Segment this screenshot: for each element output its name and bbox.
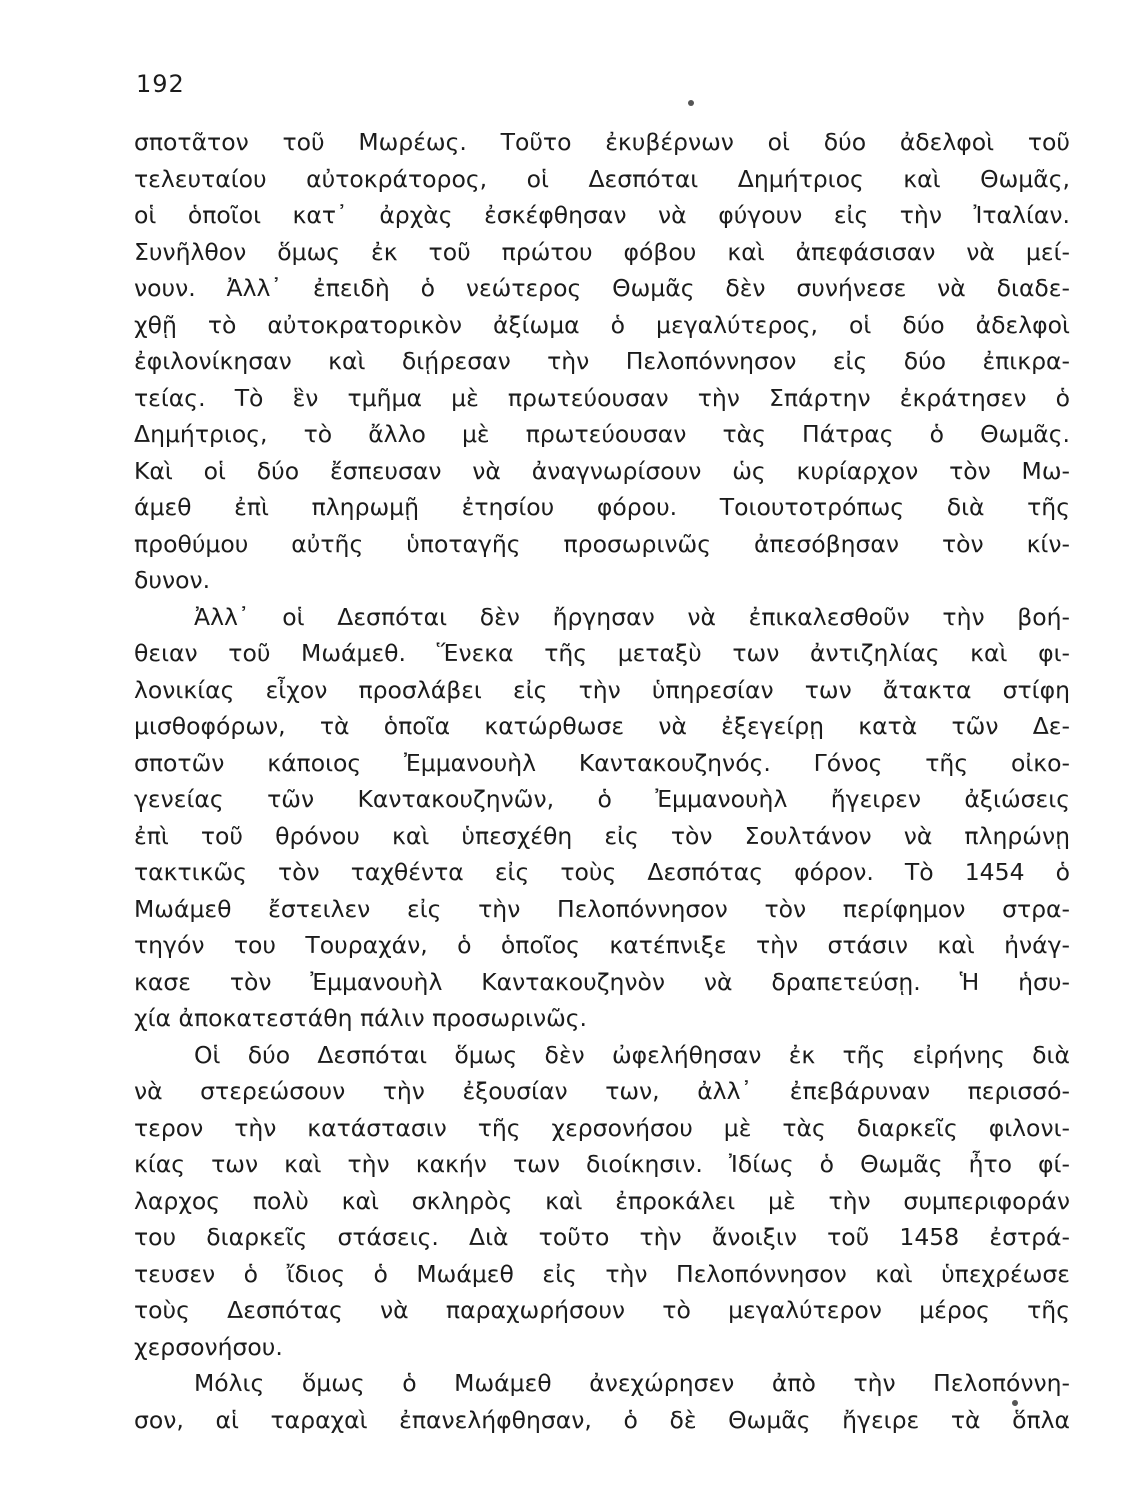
text-line: σποτᾶτον τοῦ Μωρέως. Τοῦτο ἐκυβέρνων οἱ δύο ἀδελφοὶ τοῦ xyxy=(134,128,1070,156)
text-line: προθύμου αὐτῆς ὑποταγῆς προσωρινῶς ἀπεσόβησαν τὸν κίν- xyxy=(134,529,1070,558)
text-line: οἱ ὁποῖοι κατ᾽ ἀρχὰς ἐσκέφθησαν νὰ φύγουν εἰς τὴν Ἰταλίαν. xyxy=(134,201,1070,229)
text-line: νὰ στερεώσουν τὴν ἐξουσίαν των, ἀλλ᾽ ἐπεβάρυναν περισσό- xyxy=(134,1077,1070,1105)
text-line: μισθοφόρων, τὰ ὁποῖα κατώρθωσε νὰ ἐξεγείρῃ κατὰ τῶν Δε- xyxy=(134,712,1070,740)
text-line: χία ἀποκατεστάθη πάλιν προσωρινῶς. xyxy=(134,1004,588,1032)
text-line: τοὺς Δεσπότας νὰ παραχωρήσουν τὸ μεγαλύτερον μέρος τῆς xyxy=(134,1296,1070,1324)
text-line: άμεθ ἐπὶ πληρωμῇ ἐτησίου φόρου. Τοιουτοτρόπως διὰ τῆς xyxy=(134,493,1070,521)
print-speck xyxy=(688,100,694,106)
text-line: δυνον. xyxy=(134,566,211,594)
text-line: τελευταίου αὐτοκράτορος, οἱ Δεσπόται Δημήτριος καὶ Θωμᾶς, xyxy=(134,164,1070,193)
text-line: τηγόν του Τουραχάν, ὁ ὁποῖος κατέπνιξε τὴν στάσιν καὶ ἠνάγ- xyxy=(134,931,1070,959)
text-line: τερον τὴν κατάστασιν τῆς χερσονήσου μὲ τὰς διαρκεῖς φιλονι- xyxy=(134,1113,1070,1142)
text-line: χθῇ τὸ αὐτοκρατορικὸν ἀξίωμα ὁ μεγαλύτερος, οἱ δύο ἀδελφοὶ xyxy=(134,310,1070,339)
text-line: θειαν τοῦ Μωάμεθ. Ἕνεκα τῆς μεταξὺ των ἀντιζηλίας καὶ φι- xyxy=(134,639,1070,667)
text-line: Οἱ δύο Δεσπόται ὅμως δὲν ὠφελήθησαν ἐκ τῆς εἰρήνης διὰ xyxy=(194,1040,1070,1069)
text-line: λονικίας εἶχον προσλάβει εἰς τὴν ὑπηρεσίαν των ἄτακτα στίφη xyxy=(134,675,1070,704)
text-line: Δημήτριος, τὸ ἄλλο μὲ πρωτεύουσαν τὰς Πάτρας ὁ Θωμᾶς. xyxy=(134,420,1070,448)
text-line: νουν. Ἀλλ᾽ ἐπειδὴ ὁ νεώτερος Θωμᾶς δὲν συνήνεσε νὰ διαδε- xyxy=(134,274,1070,302)
text-line: λαρχος πολὺ καὶ σκληρὸς καὶ ἐπροκάλει μὲ τὴν συμπεριφοράν xyxy=(134,1186,1070,1215)
text-line: Μόλις ὅμως ὁ Μωάμεθ ἀνεχώρησεν ἀπὸ τὴν Πελοπόννη- xyxy=(194,1369,1070,1397)
text-line: Καὶ οἱ δύο ἔσπευσαν νὰ ἀναγνωρίσουν ὡς κυρίαρχον τὸν Μω- xyxy=(134,456,1070,485)
text-line: τείας. Τὸ ἓν τμῆμα μὲ πρωτεύουσαν τὴν Σπάρτην ἐκράτησεν ὁ xyxy=(134,383,1070,412)
text-line: τακτικῶς τὸν ταχθέντα εἰς τοὺς Δεσπότας φόρον. Τὸ 1454 ὁ xyxy=(134,858,1070,886)
text-line: τευσεν ὁ ἴδιος ὁ Μωάμεθ εἰς τὴν Πελοπόννησον καὶ ὑπεχρέωσε xyxy=(134,1259,1070,1288)
text-line: σον, αἱ ταραχαὶ ἐπανελήφθησαν, ὁ δὲ Θωμᾶς ἤγειρε τὰ ὅπλα xyxy=(134,1405,1070,1434)
text-line: Συνῆλθον ὅμως ἐκ τοῦ πρώτου φόβου καὶ ἀπεφάσισαν νὰ μεί- xyxy=(134,237,1070,266)
text-line: γενείας τῶν Καντακουζηνῶν, ὁ Ἐμμανουὴλ ἤγειρεν ἀξιώσεις xyxy=(134,785,1070,813)
text-line: Μωάμεθ ἔστειλεν εἰς τὴν Πελοπόννησον τὸν περίφημον στρα- xyxy=(134,894,1070,923)
page-number: 192 xyxy=(136,70,185,98)
text-line: ἐφιλονίκησαν καὶ διῄρεσαν τὴν Πελοπόννησον εἰς δύο ἐπικρα- xyxy=(134,347,1070,375)
text-line: χερσονήσου. xyxy=(134,1332,283,1361)
text-line: του διαρκεῖς στάσεις. Διὰ τοῦτο τὴν ἄνοιξιν τοῦ 1458 ἐστρά- xyxy=(134,1223,1070,1251)
text-line: Ἀλλ᾽ οἱ Δεσπόται δὲν ἤργησαν νὰ ἐπικαλεσθοῦν τὴν βοή- xyxy=(194,602,1070,631)
body-text xyxy=(134,124,1070,1438)
text-line: σποτῶν κάποιος Ἐμμανουὴλ Καντακουζηνός. Γόνος τῆς οἰκο- xyxy=(134,748,1070,777)
text-line: κίας των καὶ τὴν κακήν των διοίκησιν. Ἰδίως ὁ Θωμᾶς ἦτο φί- xyxy=(134,1150,1070,1178)
text-line: κασε τὸν Ἐμμανουὴλ Καντακουζηνὸν νὰ δραπετεύσῃ. Ἡ ἡσυ- xyxy=(134,967,1070,996)
text-line: ἐπὶ τοῦ θρόνου καὶ ὑπεσχέθη εἰς τὸν Σουλτάνον νὰ πληρώνῃ xyxy=(134,821,1070,850)
print-speck xyxy=(1012,1400,1018,1406)
